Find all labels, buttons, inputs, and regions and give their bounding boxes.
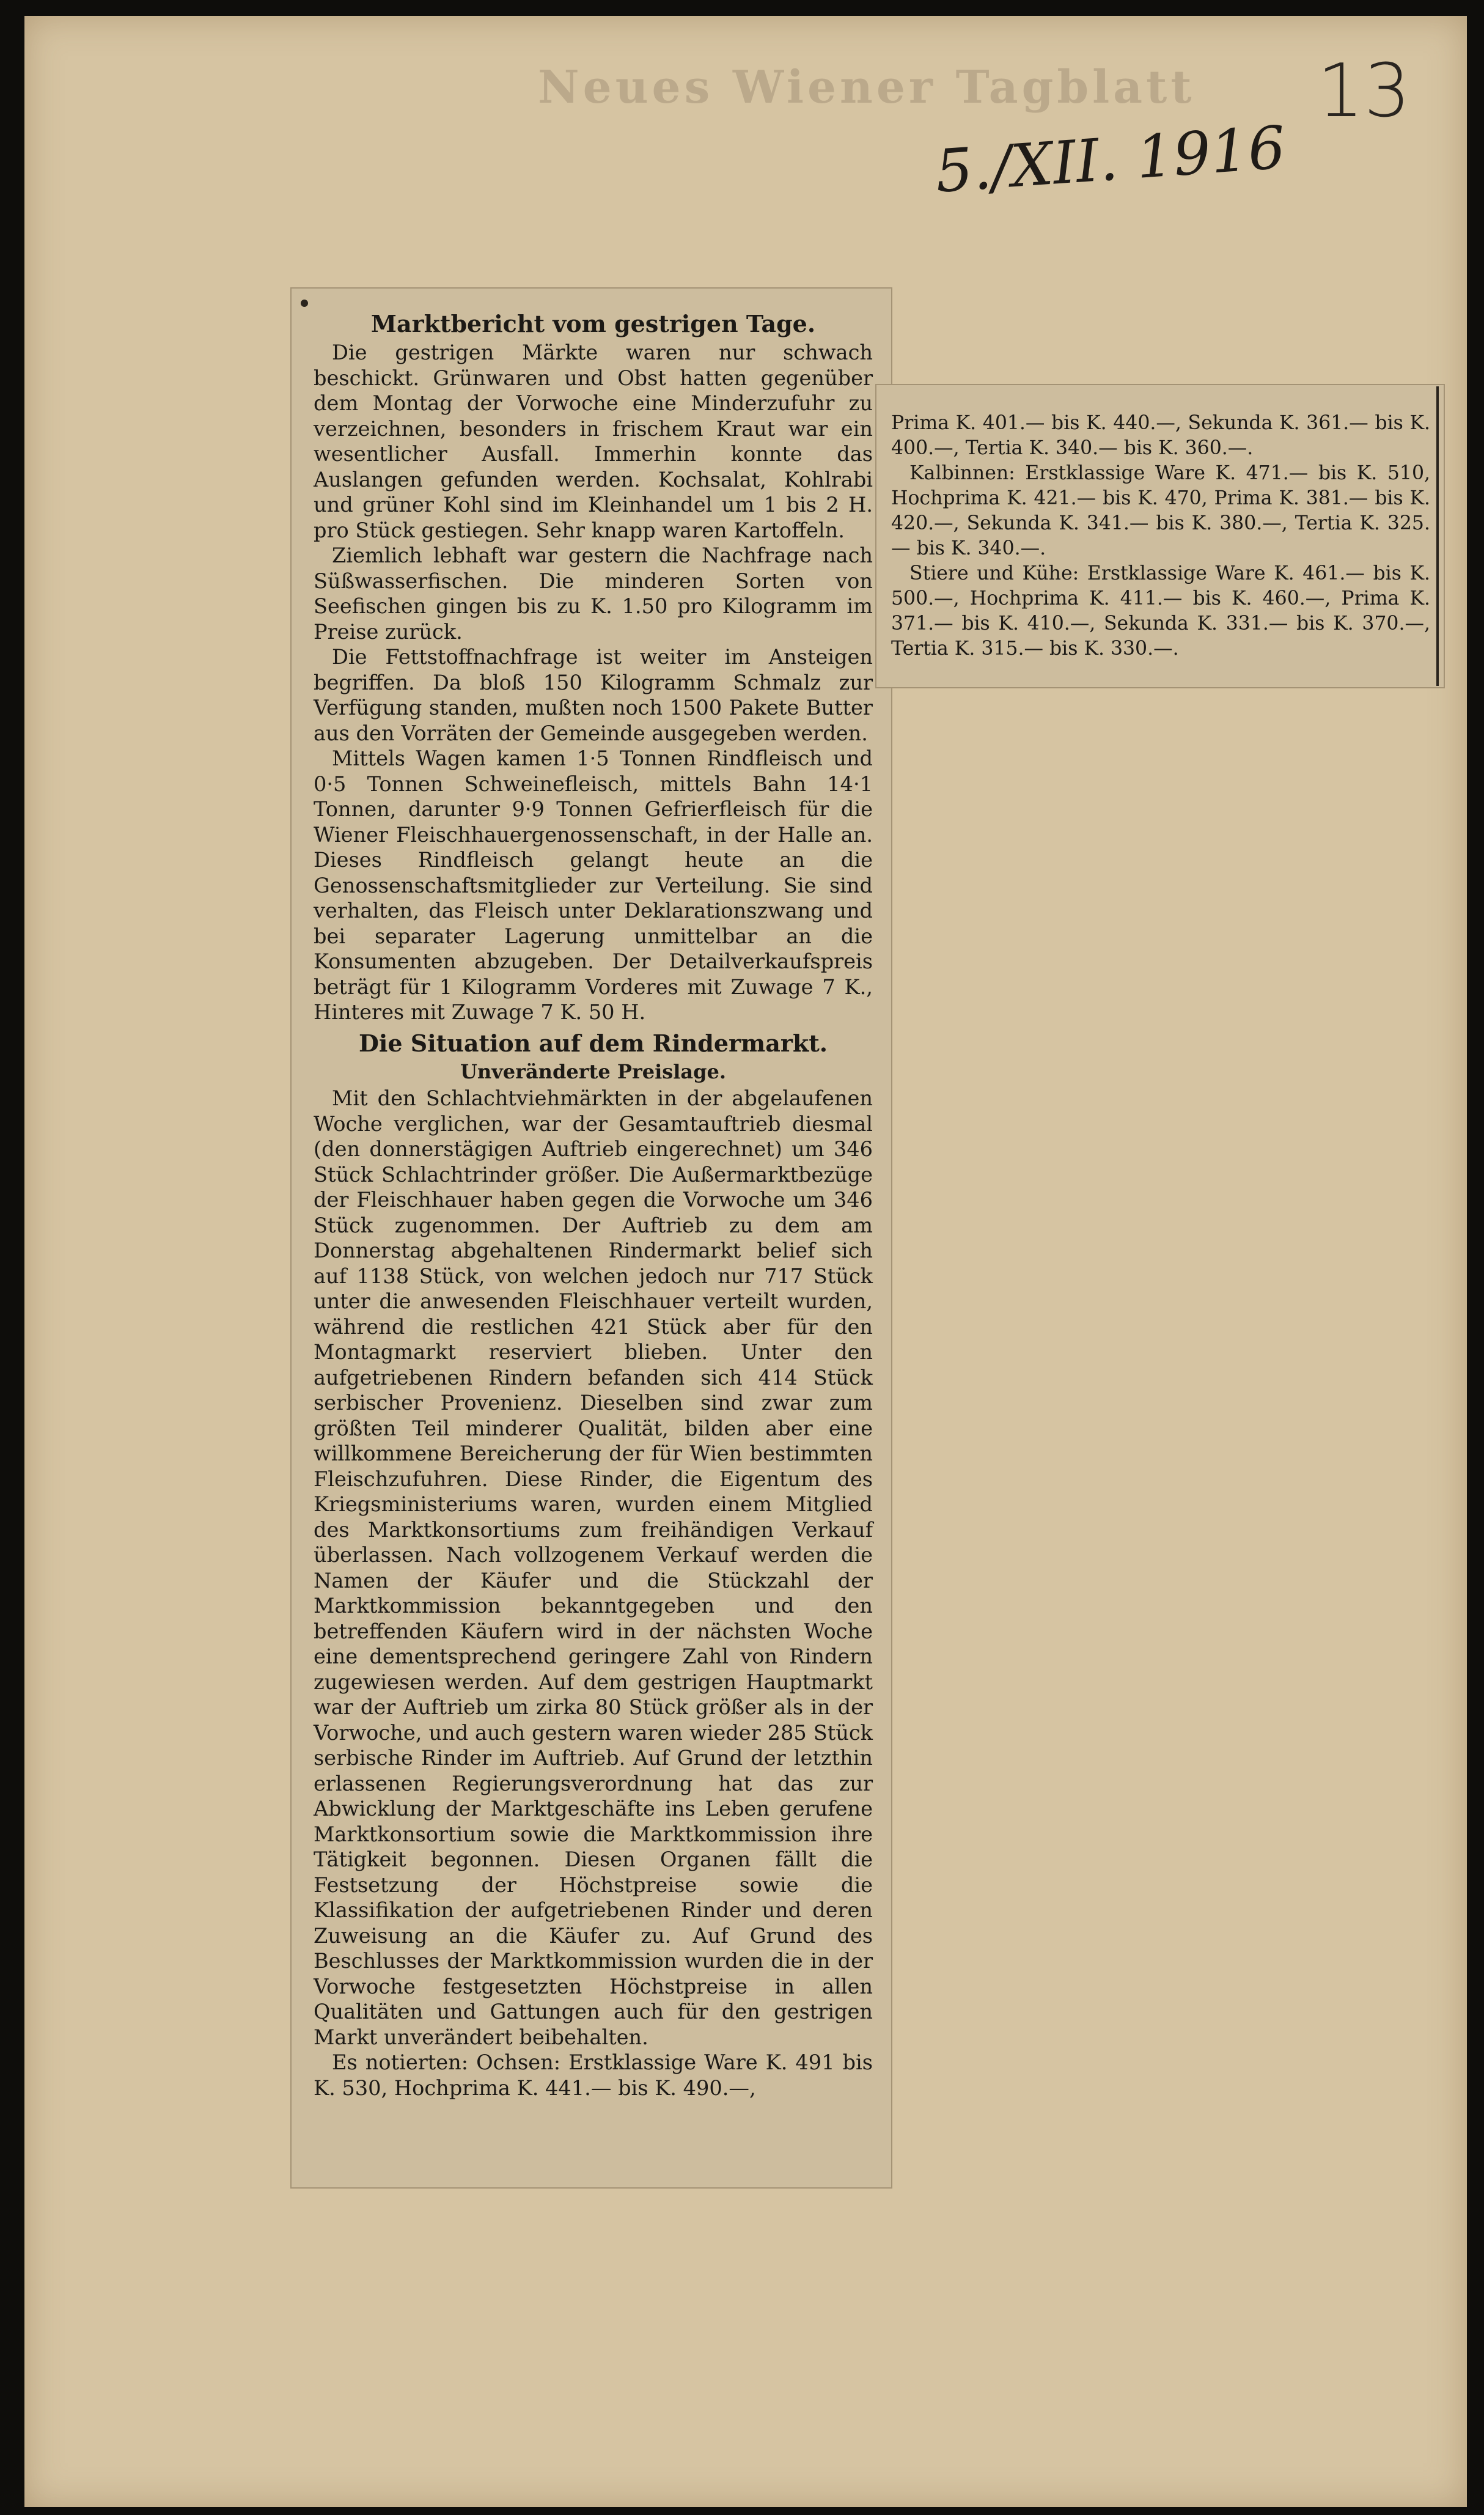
article2-title: Die Situation auf dem Rindermarkt.	[358, 1029, 828, 1057]
clipping-main	[290, 287, 892, 2189]
handwritten-date: 5./XII. 1916	[933, 113, 1288, 206]
clipping-continuation	[875, 384, 1445, 688]
article1-paragraph: Die gestrigen Märkte waren nur schwach beschickt. Grünwaren und Obst hatten gegenüber dem Montag der Vorwoche eine Minderzufuhr zu verzeichnen, besonders in frischem Kraut war ein wesentlicher Ausfall. Immerhin konnte das Auslangen gefunden werden. Kochsalat, Kohlrabi und grüner Kohl sind im Kleinhandel um 1 bis 2 H. pro Stück gestiegen. Sehr knapp waren Kartoffeln.	[314, 341, 873, 542]
article1-paragraph: Die Fettstoffnachfrage ist weiter im Ansteigen begriffen. Da bloß 150 Kilogramm Schmalz zur Verfügung standen, mußten noch 1500 Pakete Butter aus den Vorräten der Gemeinde ausgegeben werden.	[314, 645, 873, 745]
article2-subtitle: Unveränderte Preislage.	[460, 1059, 727, 1083]
newspaper-stamp: Neues Wiener Tagblatt	[538, 61, 1196, 114]
column-rule	[1436, 386, 1439, 686]
article2-paragraph: Es notierten: Ochsen: Erstklassige Ware K. 491 bis K. 530, Hochprima K. 441.— bis K. 490.—,	[314, 2050, 873, 2100]
article1-paragraph: Ziemlich lebhaft war gestern die Nachfrage nach Süßwasserfischen. Die minderen Sorten von Seefischen gingen bis zu K. 1.50 pro Kilogramm im Preise zurück.	[314, 543, 873, 644]
article2-paragraph: Mit den Schlachtviehmärkten in der abgelaufenen Woche verglichen, war der Gesamtauftrieb diesmal (den donnerstägigen Auftrieb eingerechnet) um 346 Stück Schlachtrinder größer. Die Außermarktbezüge der Fleischhauer haben gegen die Vorwoche um 346 Stück zugenommen. Der Auftrieb zu dem am Donnerstag abgehaltenen Rindermarkt belief sich auf 1138 Stück, von welchen jedoch nur 717 Stück unter die anwesenden Fleischhauer verteilt wurden, während die restlichen 421 Stück aber für den Montagmarkt reserviert blieben. Unter den aufgetriebenen Rindern befanden sich 414 Stück serbischer Provenienz. Dieselben sind zwar zum größten Teil minderer Qualität, bilden aber eine willkommene Bereicherung der für Wien bestimmten Fleischzufuhren. Diese Rinder, die Eigentum des Kriegsministeriums waren, wurden einem Mitglied des Marktkonsortiums zum freihändigen Verkauf überlassen. Nach vollzogenem Verkauf werden die Namen der Käufer und die Stückzahl der Marktkommission bekanntgegeben und den betreffenden Käufern wird in der nächsten Woche eine dementsprechend geringere Zahl von Rindern zugewiesen werden. Auf dem gestrigen Hauptmarkt war der Auftrieb um zirka 80 Stück größer als in der Vorwoche, und auch gestern waren wieder 285 Stück serbische Rinder im Auftrieb. Auf Grund der letzthin erlassenen Regierungsverordnung hat das zur Abwicklung der Marktgeschäfte ins Leben gerufene Marktkonsortium sowie die Marktkommission ihre Tätigkeit begonnen. Diesen Organen fällt die Festsetzung der Höchstpreise sowie die Klassifikation der aufgetriebenen Rinder und deren Zuweisung an die Käufer zu. Auf Grund des Beschlusses der Marktkommission wurden die in der Vorwoche festgesetzten Höchstpreise in allen Qualitäten und Gattungen auch für den gestrigen Markt unverändert beibehalten.	[314, 1086, 873, 2049]
article1-title: Marktbericht vom gestrigen Tage.	[370, 310, 816, 337]
continuation-paragraph: Kalbinnen: Erstklassige Ware K. 471.— bis K. 510, Hochprima K. 421.— bis K. 470, Prima K. 381.— bis K. 420.—, Sekunda K. 341.— bis K. 380.—, Tertia K. 325.— bis K. 340.—.	[891, 462, 1430, 559]
article1-paragraph: Mittels Wagen kamen 1·5 Tonnen Rindfleisch und 0·5 Tonnen Schweinefleisch, mittels Bahn 14·1 Tonnen, darunter 9·9 Tonnen Gefrierfleisch für die Wiener Fleischhauergenossenschaft, in der Halle an. Dieses Rindfleisch gelangt heute an die Genossenschaftsmitglieder zur Verteilung. Sie sind verhalten, das Fleisch unter Deklarationszwang und bei separater Lagerung unmittelbar an die Konsumenten abzugeben. Der Detailverkaufspreis beträgt für 1 Kilogramm Vorderes mit Zuwage 7 K., Hinteres mit Zuwage 7 K. 50 H.	[314, 746, 873, 1024]
continuation-paragraph: Stiere und Kühe: Erstklassige Ware K. 461.— bis K. 500.—, Hochprima K. 411.— bis K. 460.—, Prima K. 371.— bis K. 410.—, Sekunda K. 331.— bis K. 370.—, Tertia K. 315.— bis K. 330.—.	[891, 562, 1430, 660]
bullet-mark	[301, 300, 308, 307]
continuation-paragraph: Prima K. 401.— bis K. 440.—, Sekunda K. 361.— bis K. 400.—, Tertia K. 340.— bis K. 360.—.	[891, 412, 1430, 459]
folio-number: 13	[1317, 49, 1411, 134]
